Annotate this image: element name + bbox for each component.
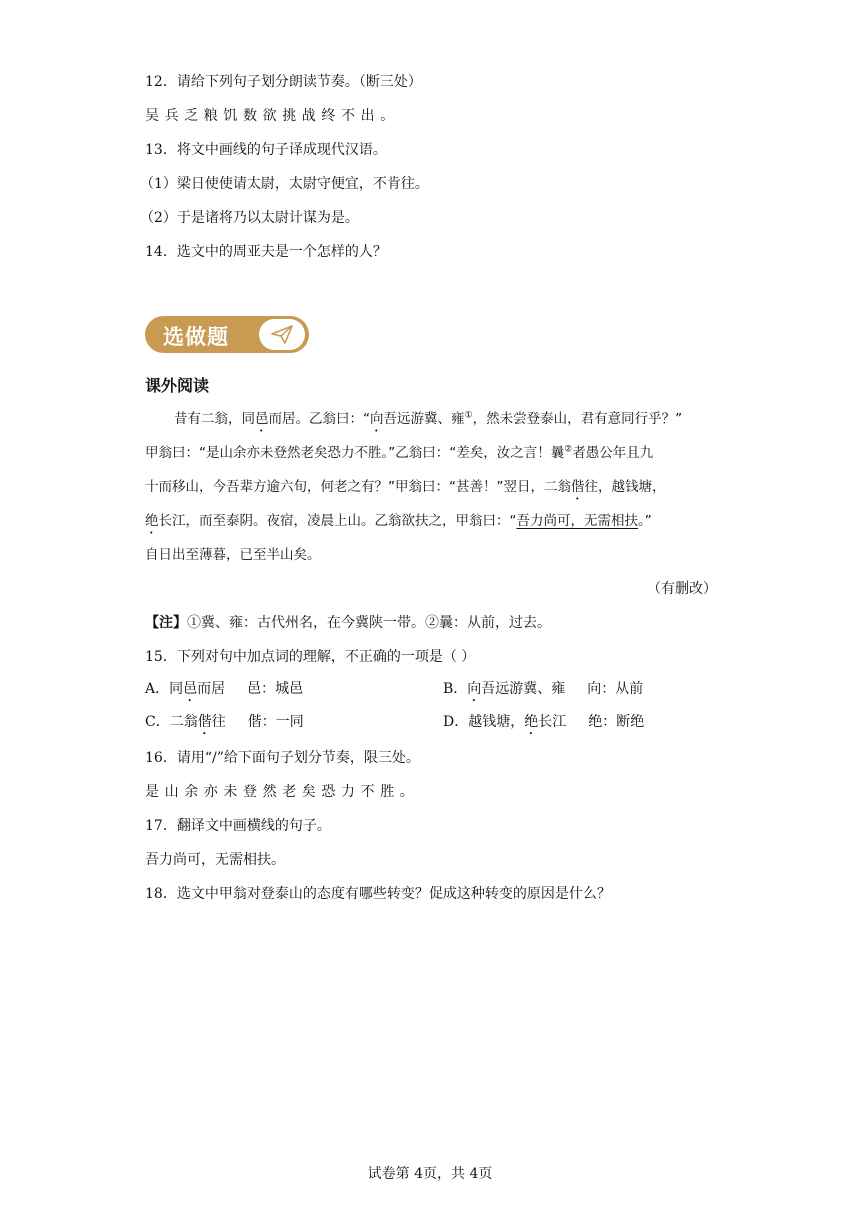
passage-text: 往，越钱塘， xyxy=(584,479,666,495)
q17-prompt: 17．翻译文中画横线的句子。 xyxy=(145,818,331,834)
q15-option-c xyxy=(145,712,304,738)
passage-text: 长江，而至泰阴。夜宿，凌晨上山。乙翁欲扶之，甲翁曰：“ xyxy=(158,513,517,529)
option-gloss: 偕：一同 xyxy=(247,714,304,730)
dotted-word-yi: 邑 xyxy=(255,411,269,427)
optional-section-banner xyxy=(145,316,309,353)
note-bracket: 【注】 xyxy=(145,615,187,631)
passage-line-1 xyxy=(174,409,682,435)
dotted-word: 邑 xyxy=(183,681,198,697)
dotted-word: 偕 xyxy=(197,714,212,730)
option-text: A．同 xyxy=(145,681,184,697)
q18-prompt: 18．选文中甲翁对登泰山的态度有哪些转变？促成这种转变的原因是什么？ xyxy=(145,886,611,902)
passage-text: 者愚公年且九 xyxy=(572,445,654,461)
q15-prompt: 15．下列对句中加点词的理解，不正确的一项是（ ） xyxy=(145,649,476,665)
q16-prompt: 16．请用“/”给下面句子划分节奏，限三处。 xyxy=(145,750,420,766)
q12-prompt: 12．请给下列句子划分朗读节奏。（断三处） xyxy=(145,74,422,90)
q13-prompt: 13．将文中画线的句子译成现代汉语。 xyxy=(145,142,387,158)
passage-line-3 xyxy=(145,477,665,503)
option-gloss: 绝：断绝 xyxy=(588,714,645,730)
passage-source: （有删改） xyxy=(647,581,717,597)
q14-prompt: 14．选文中的周亚夫是一个怎样的人？ xyxy=(145,244,387,260)
section-title: 课外阅读 xyxy=(145,376,210,395)
footnote-mark-2: ② xyxy=(564,444,573,455)
option-text: 往 xyxy=(211,714,226,730)
q16-sentence: 是山余亦未登然老矣恐力不胜。 xyxy=(145,784,420,800)
passage-text: 。” xyxy=(638,513,652,529)
paper-plane-icon xyxy=(259,319,305,350)
banner-label: 选做题 xyxy=(163,325,229,349)
passage-text: 吾远游冀、雍 xyxy=(383,411,465,427)
page-footer: 试卷第 4页，共 4页 xyxy=(367,1166,493,1182)
q15-option-a xyxy=(145,679,303,705)
option-text: D．越钱塘， xyxy=(443,714,525,730)
passage-text: 而居。乙翁曰：“ xyxy=(268,411,370,427)
q12-sentence: 吴兵乏粮饥数欲挑战终不出。 xyxy=(145,108,400,124)
dotted-word: 向 xyxy=(467,681,482,697)
option-text: 长江 xyxy=(538,714,567,730)
option-text: 而居 xyxy=(197,681,226,697)
q15-option-d xyxy=(443,712,644,738)
q15-option-b xyxy=(443,679,643,705)
dotted-word-xiang: 向 xyxy=(370,411,384,427)
q17-sentence: 吾力尚可，无需相扶。 xyxy=(145,852,285,868)
underlined-sentence: 吾力尚可，无需相扶 xyxy=(516,513,638,529)
passage-line-5: 自日出至薄暮，已至半山矣。 xyxy=(145,547,321,563)
option-gloss: 邑：城邑 xyxy=(247,681,304,697)
passage-text: 甲翁曰：“是山余亦未登然老矣恐力不胜。”乙翁曰：“差矣，汝之言！曩 xyxy=(145,445,565,461)
dotted-word-jue: 绝 xyxy=(145,513,159,529)
passage-text: ，然未尝登泰山，君有意同行乎？” xyxy=(472,411,683,427)
option-text: C．二翁 xyxy=(145,714,198,730)
footnote-mark-1: ① xyxy=(464,410,473,421)
passage-line-2 xyxy=(145,443,653,463)
note-text: ①冀、雍：古代州名，在今冀陕一带。②曩：从前，过去。 xyxy=(187,615,551,631)
option-gloss: 向：从前 xyxy=(587,681,644,697)
option-text: B． xyxy=(443,681,468,697)
option-text: 吾远游冀、雍 xyxy=(481,681,566,697)
dotted-word-xie: 偕 xyxy=(570,479,585,495)
q13-item-1: （1）梁日使使请太尉，太尉守便宜，不肯往。 xyxy=(140,176,429,192)
passage-text: 昔有二翁，同 xyxy=(174,411,255,427)
passage-line-4 xyxy=(145,511,652,537)
passage-text: 十而移山，今吾辈方逾六旬，何老之有？”甲翁曰：“甚善！”翌日，二翁 xyxy=(145,479,571,495)
annotation-note xyxy=(145,613,551,633)
dotted-word: 绝 xyxy=(524,714,539,730)
q13-item-2: （2）于是诸将乃以太尉计谋为是。 xyxy=(140,210,359,226)
